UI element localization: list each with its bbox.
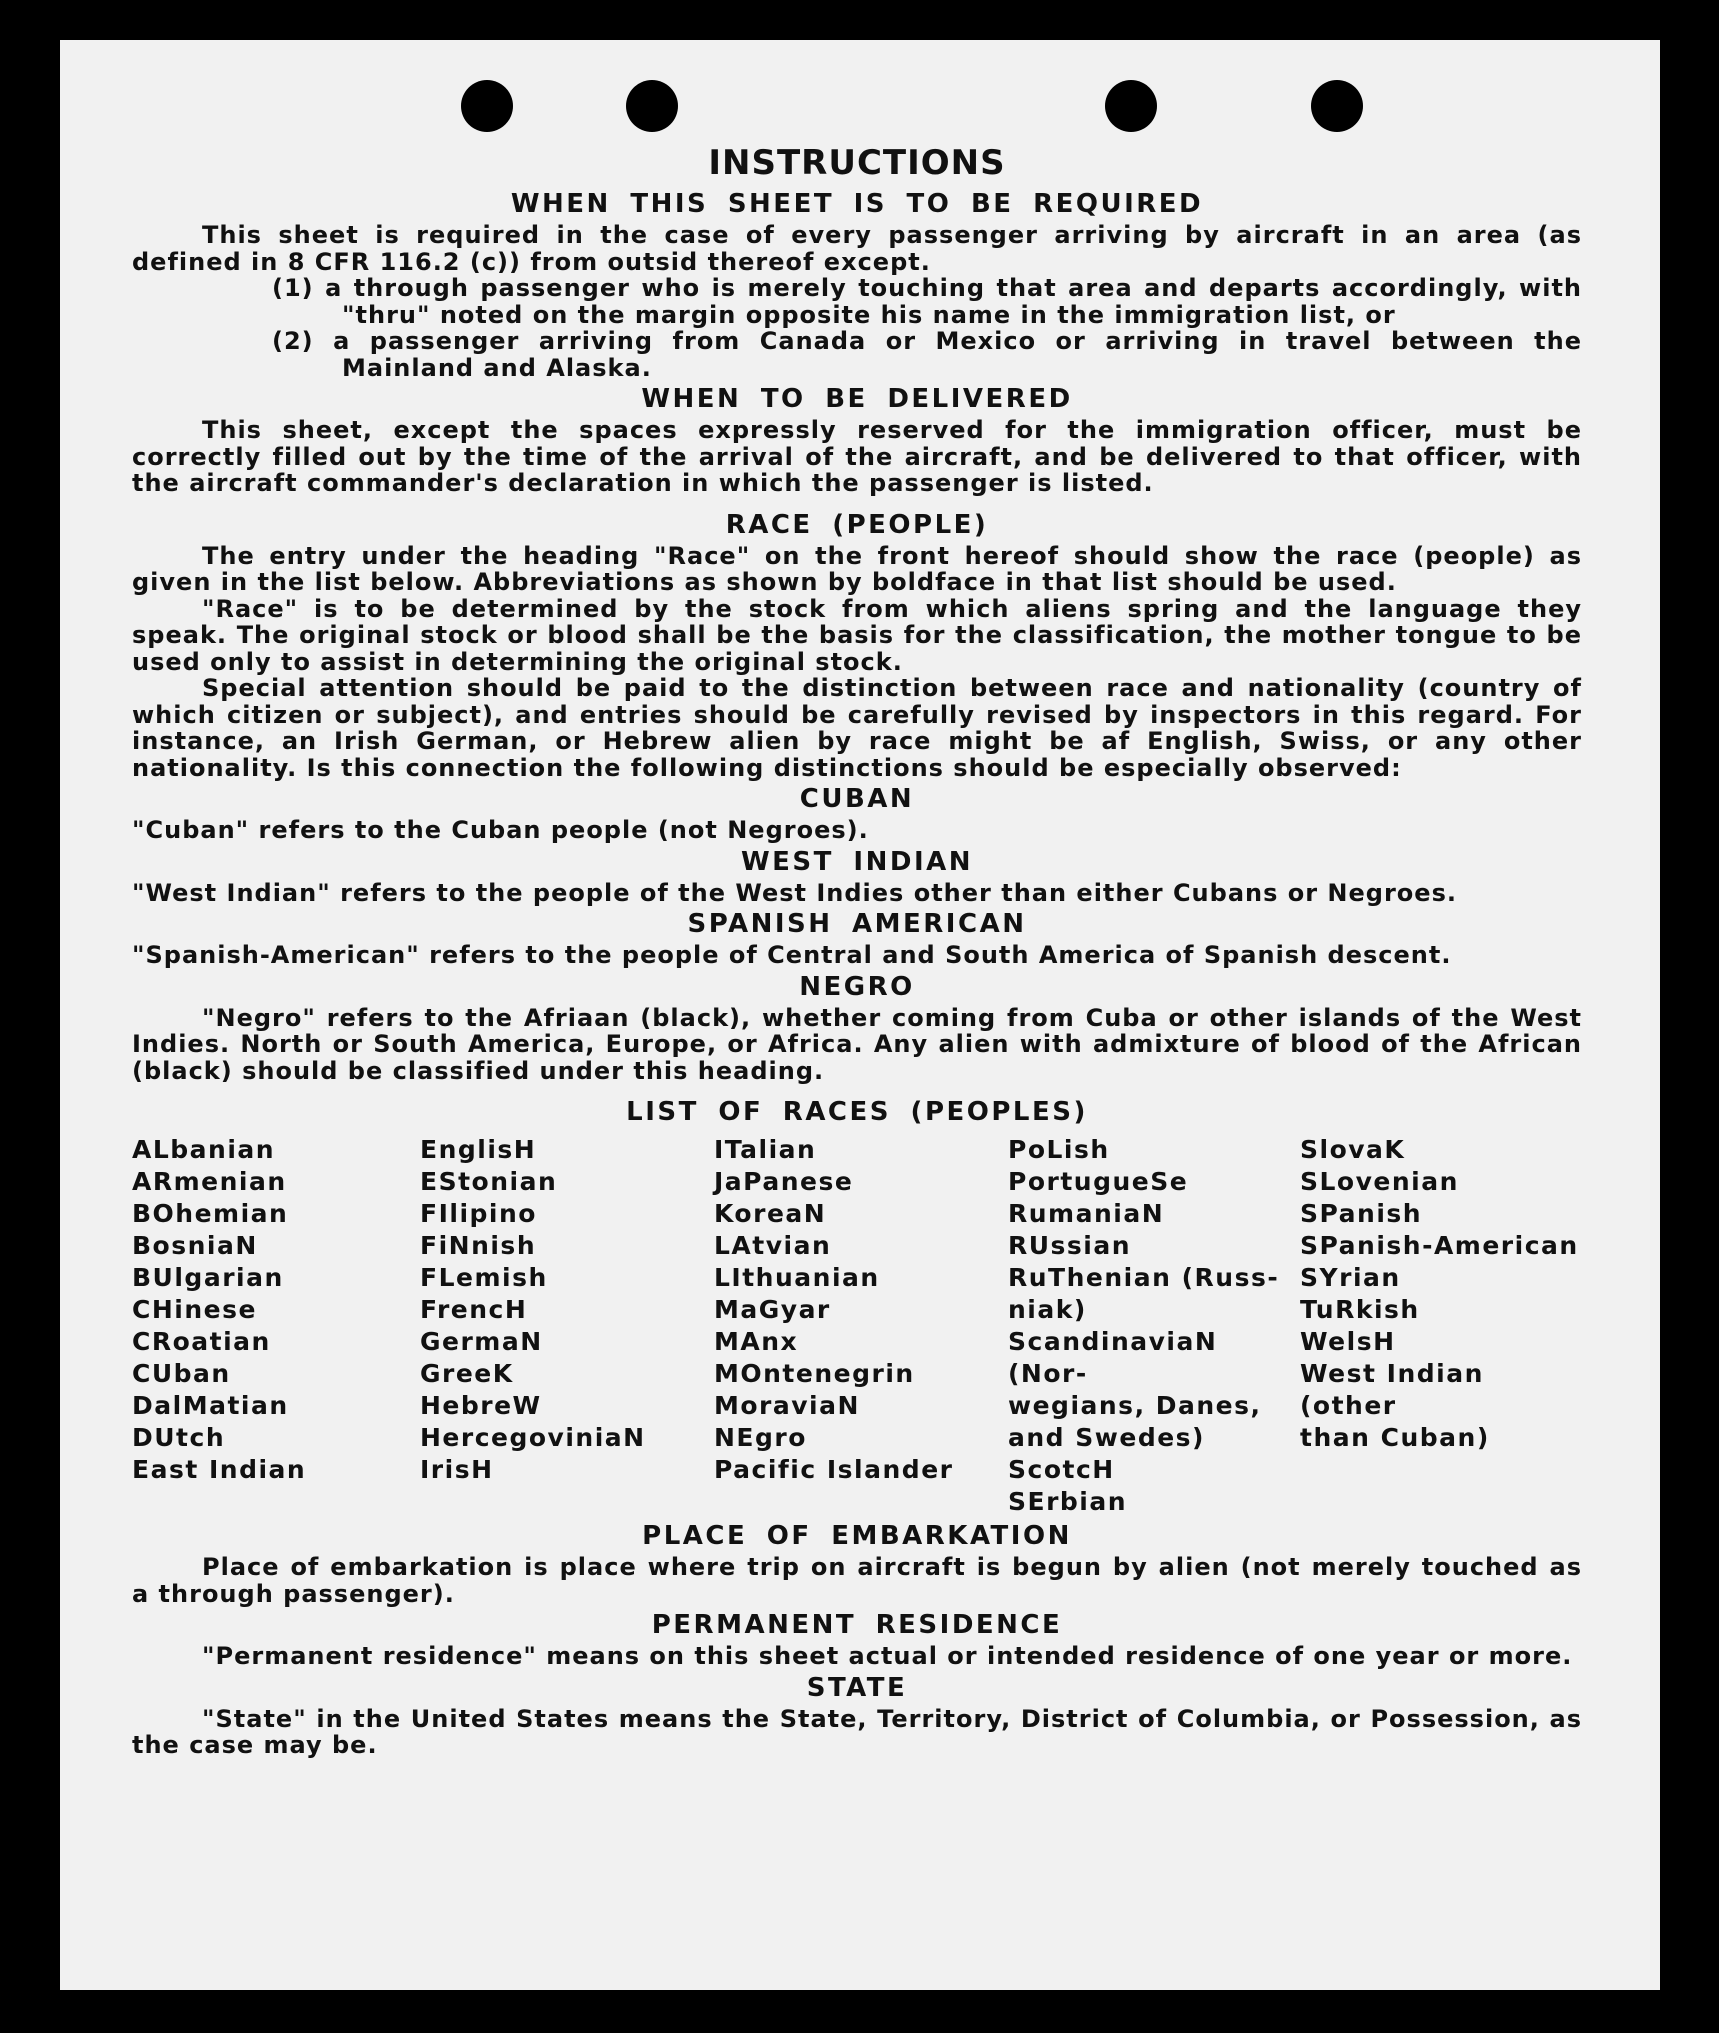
race-item: MOntenegrin (714, 1359, 915, 1388)
race-item: BOhemian (132, 1199, 289, 1228)
race-column (420, 1134, 714, 1518)
race-item: ScandinaviaN (Nor- wegians, Danes, and Swedes) (1008, 1327, 1262, 1452)
race-item: MaGyar (714, 1295, 831, 1324)
race-item: GreeK (420, 1359, 514, 1388)
heading-spanish-american: SPANISH AMERICAN (687, 909, 1027, 939)
race-item: FLemish (420, 1263, 548, 1292)
race-item: JaPanese (714, 1167, 854, 1196)
exception-item: (2) a passenger arriving from Canada or Mexico or arriving in travel between the Mainland and Alaska. (272, 327, 1582, 382)
race-item: SLovenian (1300, 1167, 1459, 1196)
race-item: MoraviaN (714, 1391, 860, 1420)
race-item: ScotcH (1008, 1455, 1115, 1484)
race-item: HebreW (420, 1391, 542, 1420)
race-list (132, 1134, 1582, 1518)
heading-permanent-residence: PERMANENT RESIDENCE (651, 1610, 1063, 1640)
paragraph-when-delivered: This sheet, except the spaces expressly reserved for the immigration officer, must be correctly filled out by the time of the arrival of the aircraft, and be delivered to that officer, with the aircraft commander's declaration in which the passenger is listed. (132, 416, 1582, 497)
exception-item: (1) a through passenger who is merely touching that area and departs accordingly, with "thru" noted on the margin opposite his name in the immigration list, or (272, 274, 1582, 329)
race-item: CHinese (132, 1295, 257, 1324)
race-item: DalMatian (132, 1391, 289, 1420)
document-page (60, 40, 1660, 1990)
race-item: SYrian (1300, 1263, 1401, 1292)
race-column (714, 1134, 1008, 1518)
heading-cuban: CUBAN (799, 784, 915, 814)
race-item: CUban (132, 1359, 231, 1388)
race-item: PoLish (1008, 1135, 1110, 1164)
paragraph-embarkation: Place of embarkation is place where trip on aircraft is begun by alien (not merely touched as a through passenger). (132, 1553, 1582, 1608)
race-item: GermaN (420, 1327, 543, 1356)
paragraph-race: "Race" is to be determined by the stock from which aliens spring and the language they speak. The original stock or blood shall be the basis for the classification, the mother tongue to be used only to assist in determining the original stock. (132, 594, 1582, 676)
paragraph-cuban: "Cuban" refers to the Cuban people (not Negroes). (132, 816, 869, 844)
race-item: CRoatian (132, 1327, 271, 1356)
race-item: RumaniaN (1008, 1199, 1165, 1228)
race-item: NEgro (714, 1423, 807, 1452)
heading-when-required: WHEN THIS SHEET IS TO BE REQUIRED (510, 189, 1204, 219)
punch-hole (1311, 80, 1363, 132)
race-item: EnglisH (420, 1135, 537, 1164)
race-column (132, 1134, 420, 1518)
heading-embarkation: PLACE OF EMBARKATION (642, 1521, 1072, 1551)
race-item: EStonian (420, 1167, 558, 1196)
race-item: BUlgarian (132, 1263, 284, 1292)
race-item: FiNnish (420, 1231, 537, 1260)
paragraph-when-required: This sheet is required in the case of every passenger arriving by aircraft in an area (as defined in 8 CFR 116.2 (c)) from outsid thereof except. (132, 221, 1582, 276)
race-item: PortugueSe (1008, 1167, 1189, 1196)
race-item: DUtch (132, 1423, 226, 1452)
race-column (1008, 1134, 1300, 1518)
heading-negro: NEGRO (799, 971, 915, 1002)
race-item: SlovaK (1300, 1135, 1406, 1164)
punch-hole (1105, 80, 1157, 132)
punch-hole (461, 80, 513, 132)
instructions-content (132, 140, 1582, 1759)
paragraph-west-indian: "West Indian" refers to the people of the West Indies other than either Cubans or Negroes. (132, 878, 1457, 907)
paragraph-race: The entry under the heading "Race" on the front hereof should show the race (people) as given in the list below. Abbreviations as shown by boldface in that list should be used. (132, 541, 1582, 596)
paragraph-state: "State" in the United States means the State, Territory, District of Columbia, or Possession, as the case may be. (132, 1704, 1582, 1759)
race-item: LAtvian (714, 1231, 832, 1260)
race-item: SPanish (1300, 1199, 1423, 1228)
race-column (1300, 1134, 1582, 1518)
race-item: LIthuanian (714, 1263, 880, 1292)
race-item: FIlipino (420, 1199, 537, 1228)
race-item: KoreaN (714, 1199, 827, 1228)
race-item: SPanish-American (1300, 1231, 1579, 1260)
race-item: TuRkish (1300, 1295, 1420, 1324)
race-item: MAnx (714, 1327, 799, 1356)
race-item: RuThenian (Russ- niak) (1008, 1263, 1280, 1324)
heading-race: RACE (PEOPLE) (725, 509, 989, 540)
race-item: ARmenian (132, 1167, 287, 1196)
race-item: ITalian (714, 1135, 817, 1164)
race-item: WelsH (1300, 1327, 1396, 1356)
race-item: East Indian (132, 1455, 307, 1484)
heading-when-delivered: WHEN TO BE DELIVERED (641, 384, 1073, 414)
heading-west-indian: WEST INDIAN (740, 846, 974, 877)
paragraph-negro: "Negro" refers to the Afriaan (black), whether coming from Cuba or other islands of the West Indies. North or South America, Europe, or Africa. Any alien with admixture of blood of the African (black) should be classified under this heading. (132, 1003, 1582, 1085)
race-item: BosniaN (132, 1231, 258, 1260)
race-item: RUssian (1008, 1231, 1132, 1260)
paragraph-spanish-american: "Spanish-American" refers to the people of Central and South America of Spanish descent. (132, 941, 1452, 969)
page-title: INSTRUCTIONS (708, 143, 1006, 183)
race-item: West Indian (other than Cuban) (1300, 1359, 1490, 1452)
race-item: Pacific Islander (714, 1455, 954, 1484)
heading-state: STATE (806, 1672, 908, 1703)
paragraph-race: Special attention should be paid to the distinction between race and nationality (country of which citizen or subject), and entries should be carefully revised by inspectors in this regard. For instance, an Irish German, or Hebrew alien by race might be af English, Swiss, or any other nationality. Is this connection the following distinctions should be especially observed: (132, 674, 1582, 782)
race-item: ALbanian (132, 1135, 276, 1164)
race-item: FrencH (420, 1295, 528, 1324)
paragraph-permanent-residence: "Permanent residence" means on this sheet actual or intended residence of one year or more. (202, 1642, 1573, 1670)
race-item: SErbian (1008, 1487, 1128, 1516)
heading-list-of-races: LIST OF RACES (PEOPLES) (626, 1097, 1088, 1127)
punch-hole (626, 80, 678, 132)
race-item: IrisH (420, 1455, 494, 1484)
race-item: HercegoviniaN (420, 1423, 646, 1452)
